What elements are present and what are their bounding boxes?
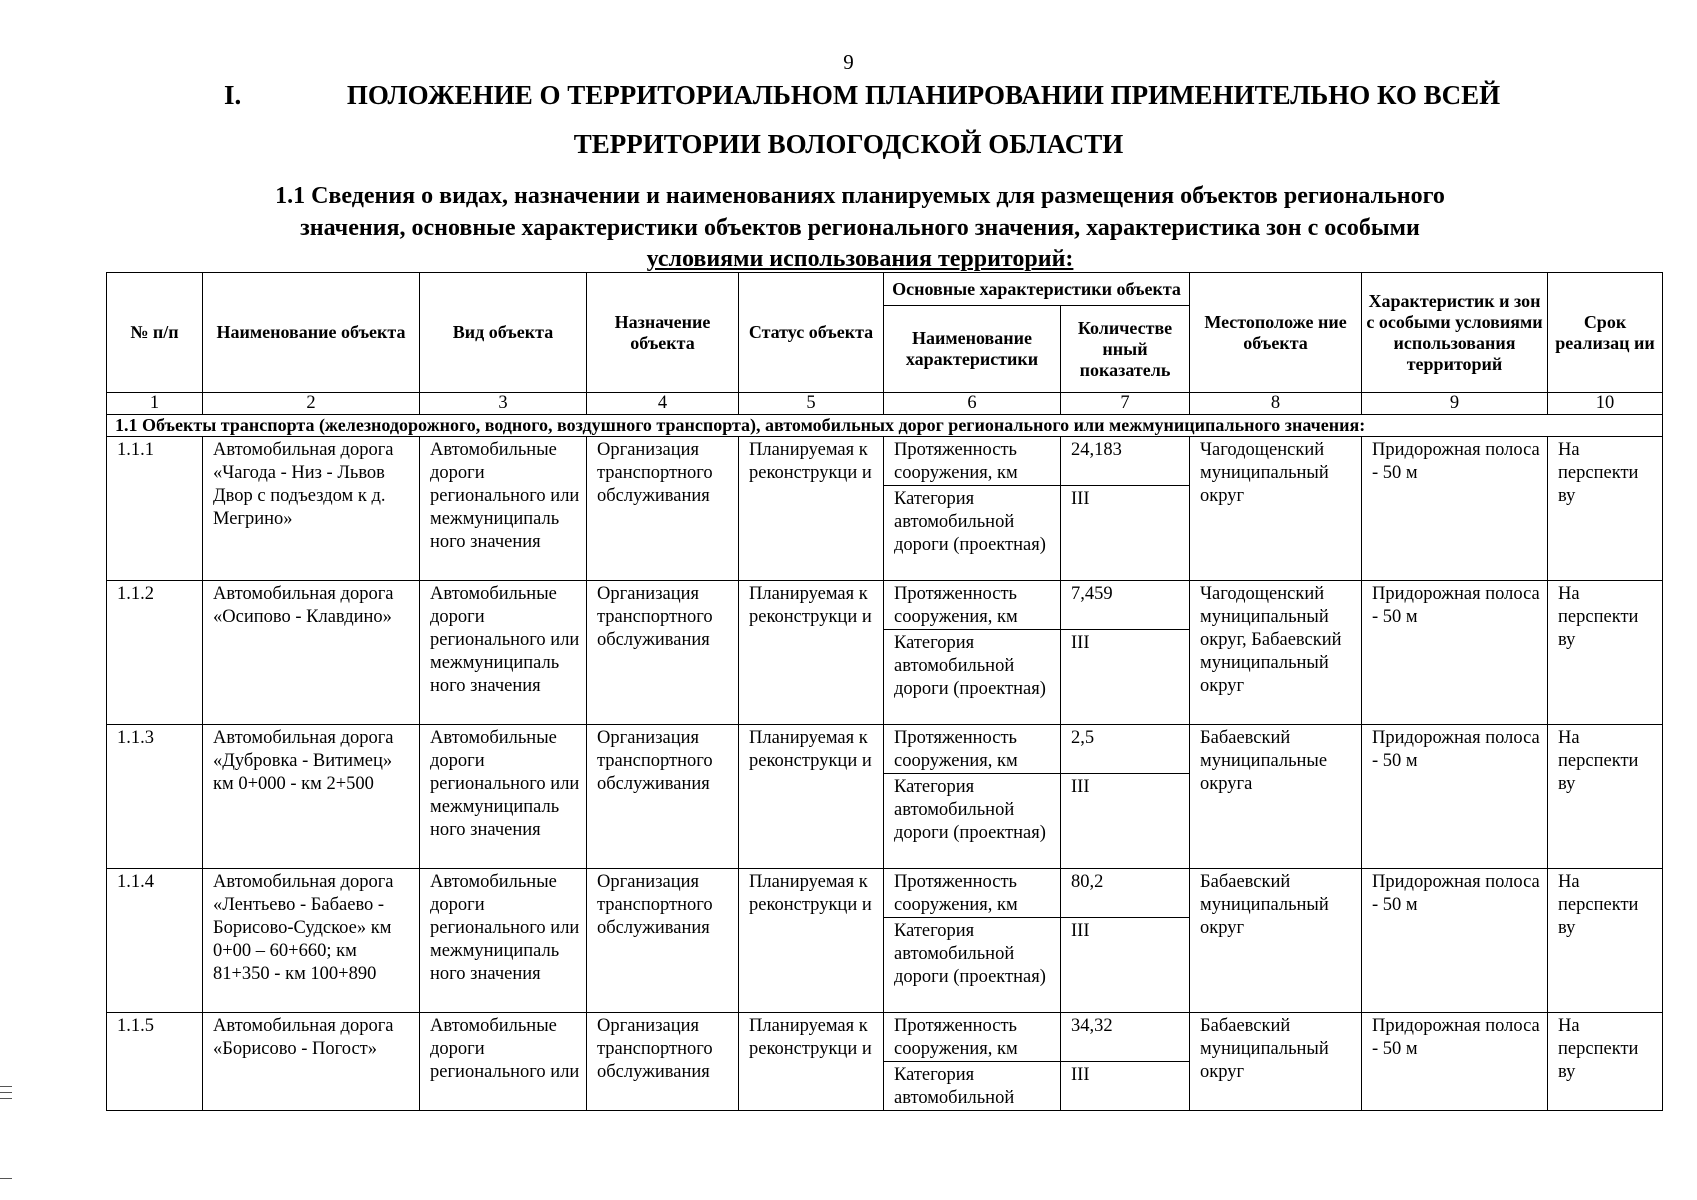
row-number: 1.1.1	[107, 437, 203, 581]
characteristic-name: Протяженность сооружения, км	[884, 437, 1061, 486]
column-number-row	[107, 393, 1663, 415]
page-title-line-2: ТЕРРИТОРИИ ВОЛОГОДСКОЙ ОБЛАСТИ	[573, 129, 1124, 159]
row-number: 1.1.3	[107, 725, 203, 869]
implementation-term: На перспекти ву	[1548, 725, 1663, 869]
object-kind: Автомобильные дороги регионального или межмуниципаль ного значения	[420, 437, 587, 581]
object-kind: Автомобильные дороги регионального или межмуниципаль ного значения	[420, 725, 587, 869]
heading-number: I.	[224, 80, 242, 110]
special-zone: Придорожная полоса - 50 м	[1362, 725, 1548, 869]
characteristic-value: 7,459	[1061, 581, 1190, 630]
column-number: 8	[1190, 393, 1362, 415]
column-number: 4	[587, 393, 739, 415]
characteristic-value: III	[1061, 630, 1190, 725]
margin-mark	[0, 1086, 12, 1087]
object-purpose: Организация транспортного обслуживания	[587, 1013, 739, 1111]
special-zone: Придорожная полоса - 50 м	[1362, 869, 1548, 1013]
object-status: Планируемая к реконструкци и	[739, 725, 884, 869]
section-row	[107, 415, 1663, 437]
column-number: 10	[1548, 393, 1663, 415]
section-heading-line-1: 1.1 Сведения о видах, назначении и наименованиях планируемых для размещения объектов регионального	[275, 183, 1445, 209]
column-number: 3	[420, 393, 587, 415]
object-status: Планируемая к реконструкци и	[739, 581, 884, 725]
object-location: Чагодощенский муниципальный округ, Бабаевский муниципальный округ	[1190, 581, 1362, 725]
characteristic-value: III	[1061, 774, 1190, 869]
characteristic-name: Протяженность сооружения, км	[884, 581, 1061, 630]
characteristic-value: III	[1061, 486, 1190, 581]
page-title-line-1: ПОЛОЖЕНИЕ О ТЕРРИТОРИАЛЬНОМ ПЛАНИРОВАНИИ ПРИМЕНИТЕЛЬНО КО ВСЕЙ	[346, 80, 1501, 110]
characteristic-value: 80,2	[1061, 869, 1190, 918]
object-name: Автомобильная дорога «Чагода - Низ - Львов Двор с подъездом к д. Мегрино»	[203, 437, 420, 581]
characteristic-name: Категория автомобильной	[884, 1062, 1061, 1111]
header-number: № п/п	[107, 273, 203, 393]
row-number: 1.1.5	[107, 1013, 203, 1111]
implementation-term: На перспекти ву	[1548, 581, 1663, 725]
implementation-term: На перспекти ву	[1548, 437, 1663, 581]
characteristic-name: Категория автомобильной дороги (проектная)	[884, 918, 1061, 1013]
column-number: 6	[884, 393, 1061, 415]
characteristic-name: Категория автомобильной дороги (проектная)	[884, 630, 1061, 725]
row-number: 1.1.2	[107, 581, 203, 725]
special-zone: Придорожная полоса - 50 м	[1362, 1013, 1548, 1111]
object-status: Планируемая к реконструкци и	[739, 1013, 884, 1111]
characteristic-value: 2,5	[1061, 725, 1190, 774]
section-title: 1.1 Объекты транспорта (железнодорожного, водного, воздушного транспорта), автомобильных дорог регионального или межмуниципального значения:	[107, 415, 1663, 437]
margin-mark	[0, 1092, 12, 1093]
header-object-kind: Вид объекта	[420, 273, 587, 393]
section-heading-line-2: значения, основные характеристики объектов регионального значения, характеристика зон с особыми	[300, 215, 1420, 241]
characteristic-name: Категория автомобильной дороги (проектная)	[884, 774, 1061, 869]
object-location: Чагодощенский муниципальный округ	[1190, 437, 1362, 581]
header-object-status: Статус объекта	[739, 273, 884, 393]
column-number: 1	[107, 393, 203, 415]
object-status: Планируемая к реконструкци и	[739, 869, 884, 1013]
column-number: 7	[1061, 393, 1190, 415]
header-location: Местоположе ние объекта	[1190, 273, 1362, 393]
special-zone: Придорожная полоса - 50 м	[1362, 581, 1548, 725]
characteristic-value: III	[1061, 1062, 1190, 1111]
characteristic-name: Протяженность сооружения, км	[884, 869, 1061, 918]
characteristic-name: Протяженность сооружения, км	[884, 1013, 1061, 1062]
object-name: Автомобильная дорога «Борисово - Погост»	[203, 1013, 420, 1111]
characteristic-name: Категория автомобильной дороги (проектная)	[884, 486, 1061, 581]
special-zone: Придорожная полоса - 50 м	[1362, 437, 1548, 581]
row-number: 1.1.4	[107, 869, 203, 1013]
margin-mark	[0, 1098, 12, 1099]
implementation-term: На перспекти ву	[1548, 869, 1663, 1013]
implementation-term: На перспекти ву	[1548, 1013, 1663, 1111]
object-purpose: Организация транспортного обслуживания	[587, 437, 739, 581]
object-purpose: Организация транспортного обслуживания	[587, 869, 739, 1013]
header-characteristic-name: Наименование характеристики	[884, 306, 1061, 393]
header-special-zones: Характеристик и зон с особыми условиями использования территорий	[1362, 273, 1548, 393]
margin-mark	[0, 1178, 12, 1179]
header-object-name: Наименование объекта	[203, 273, 420, 393]
header-main-characteristics: Основные характеристики объекта	[884, 273, 1190, 306]
object-kind: Автомобильные дороги регионального или	[420, 1013, 587, 1111]
planning-table	[106, 272, 1663, 1111]
characteristic-name: Протяженность сооружения, км	[884, 725, 1061, 774]
column-number: 9	[1362, 393, 1548, 415]
page-number: 9	[843, 50, 854, 74]
section-heading-line-3: условиями использования территорий:	[646, 246, 1074, 272]
object-purpose: Организация транспортного обслуживания	[587, 725, 739, 869]
object-location: Бабаевский муниципальный округ	[1190, 869, 1362, 1013]
characteristic-value: 24,183	[1061, 437, 1190, 486]
object-name: Автомобильная дорога «Лентьево - Бабаево - Борисово-Судское» км 0+00 – 60+660; км 81+350 - км 100+890	[203, 869, 420, 1013]
column-number: 5	[739, 393, 884, 415]
characteristic-value: 34,32	[1061, 1013, 1190, 1062]
object-location: Бабаевский муниципальный округ	[1190, 1013, 1362, 1111]
object-purpose: Организация транспортного обслуживания	[587, 581, 739, 725]
characteristic-value: III	[1061, 918, 1190, 1013]
object-name: Автомобильная дорога «Осипово - Клавдино»	[203, 581, 420, 725]
object-status: Планируемая к реконструкци и	[739, 437, 884, 581]
object-kind: Автомобильные дороги регионального или межмуниципаль ного значения	[420, 581, 587, 725]
object-name: Автомобильная дорога «Дубровка - Витимец» км 0+000 - км 2+500	[203, 725, 420, 869]
object-kind: Автомобильные дороги регионального или межмуниципаль ного значения	[420, 869, 587, 1013]
object-location: Бабаевский муниципальные округа	[1190, 725, 1362, 869]
column-number: 2	[203, 393, 420, 415]
header-quantitative-value: Количестве нный показатель	[1061, 306, 1190, 393]
header-object-purpose: Назначение объекта	[587, 273, 739, 393]
header-term: Срок реализац ии	[1548, 273, 1663, 393]
